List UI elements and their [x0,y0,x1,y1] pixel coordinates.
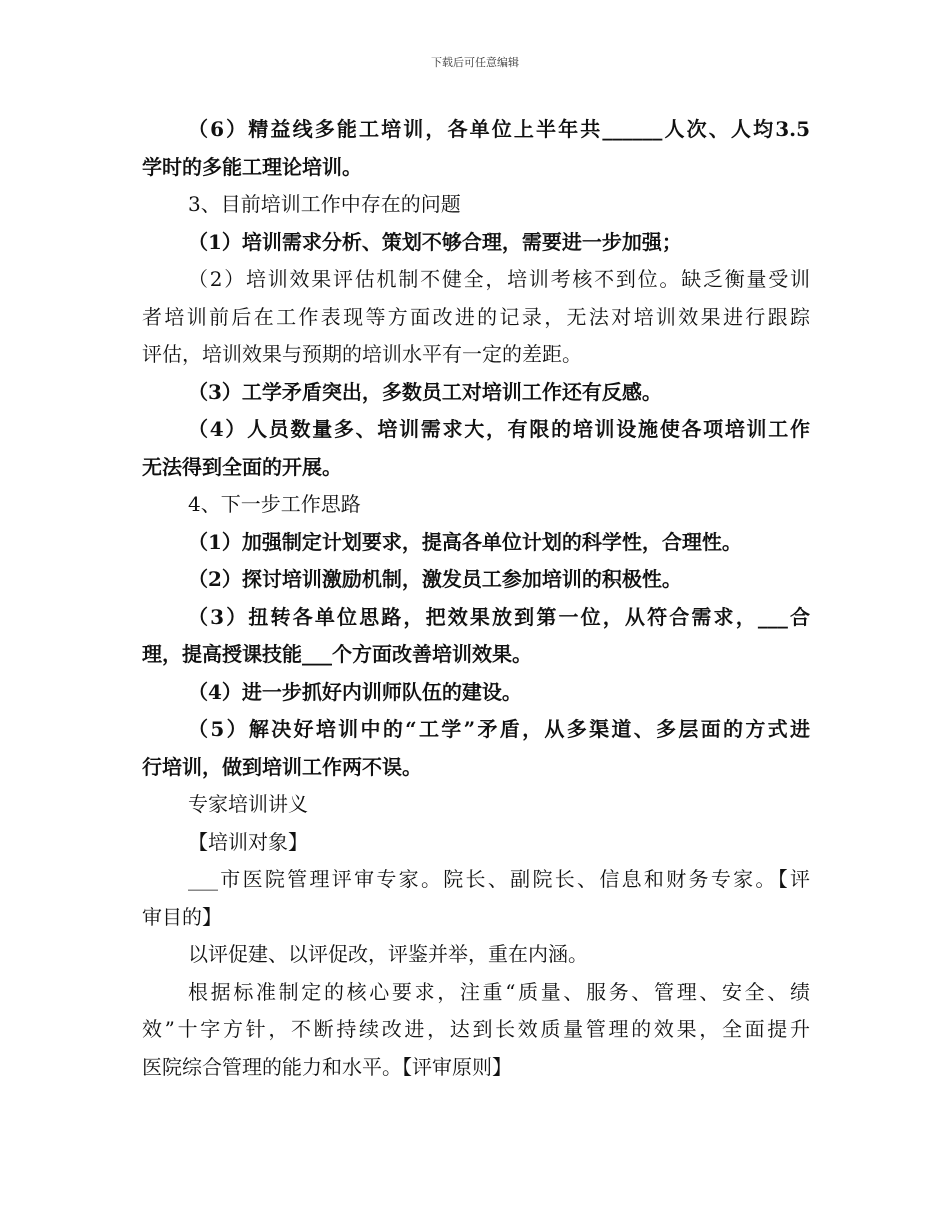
text-line: 理，提高授课技能___个方面改善培训效果。 [142,642,532,666]
text-line: （4）进一步抓好内训师队伍的建设。 [188,679,522,704]
text-line: 【培训对象】 [188,829,308,854]
text-line: 4、下一步工作思路 [188,492,361,516]
text-line: 医院综合管理的能力和水平。【评审原则】 [142,1054,512,1079]
text-line: 专家培训讲义 [188,792,308,816]
text-line: 以评促建、以评促改，评鉴并举，重在内涵。 [188,942,588,966]
text-line: 无法得到全面的开展。 [142,454,342,479]
page-header-note: 下载后可任意编辑 [431,56,519,69]
text-line: 学时的多能工理论培训。 [142,154,362,179]
text-line: （2）探讨培训激励机制，激发员工参加培训的积极性。 [188,567,682,591]
text-line: 者培训前后在工作表现等方面改进的记录，无法对培训效果进行跟踪 [142,304,810,329]
text-line: 评估，培训效果与预期的培训水平有一定的差距。 [142,342,582,366]
text-line: 根据标准制定的核心要求，注重“质量、服务、管理、安全、绩 [188,979,810,1004]
text-line: （2）培训效果评估机制不健全，培训考核不到位。缺乏衡量受训 [188,267,810,291]
text-line: （1）培训需求分析、策划不够合理，需要进一步加强； [188,229,682,254]
text-line: （5）解决好培训中的“工学”矛盾，从多渠道、多层面的方式进 [188,717,810,741]
text-line: （4）人员数量多、培训需求大，有限的培训设施使各项培训工作 [188,417,810,441]
text-line: 行培训，做到培训工作两不误。 [142,754,422,779]
text-line: 3、目前培训工作中存在的问题 [188,192,461,216]
text-line: （3）扭转各单位思路，把效果放到第一位，从符合需求，___合 [188,604,810,629]
text-line: ___市医院管理评审专家。院长、副院长、信息和财务专家。【评 [188,867,810,891]
text-line: 效”十字方针，不断持续改进，达到长效质量管理的效果，全面提升 [142,1017,810,1041]
text-line: （6）精益线多能工培训，各单位上半年共______人次、人均3.5 [188,117,810,141]
document-body [142,111,810,1086]
text-line: 审目的】 [142,904,222,929]
text-line: （1）加强制定计划要求，提高各单位计划的科学性，合理性。 [188,529,742,554]
text-line: （3）工学矛盾突出，多数员工对培训工作还有反感。 [188,379,662,404]
